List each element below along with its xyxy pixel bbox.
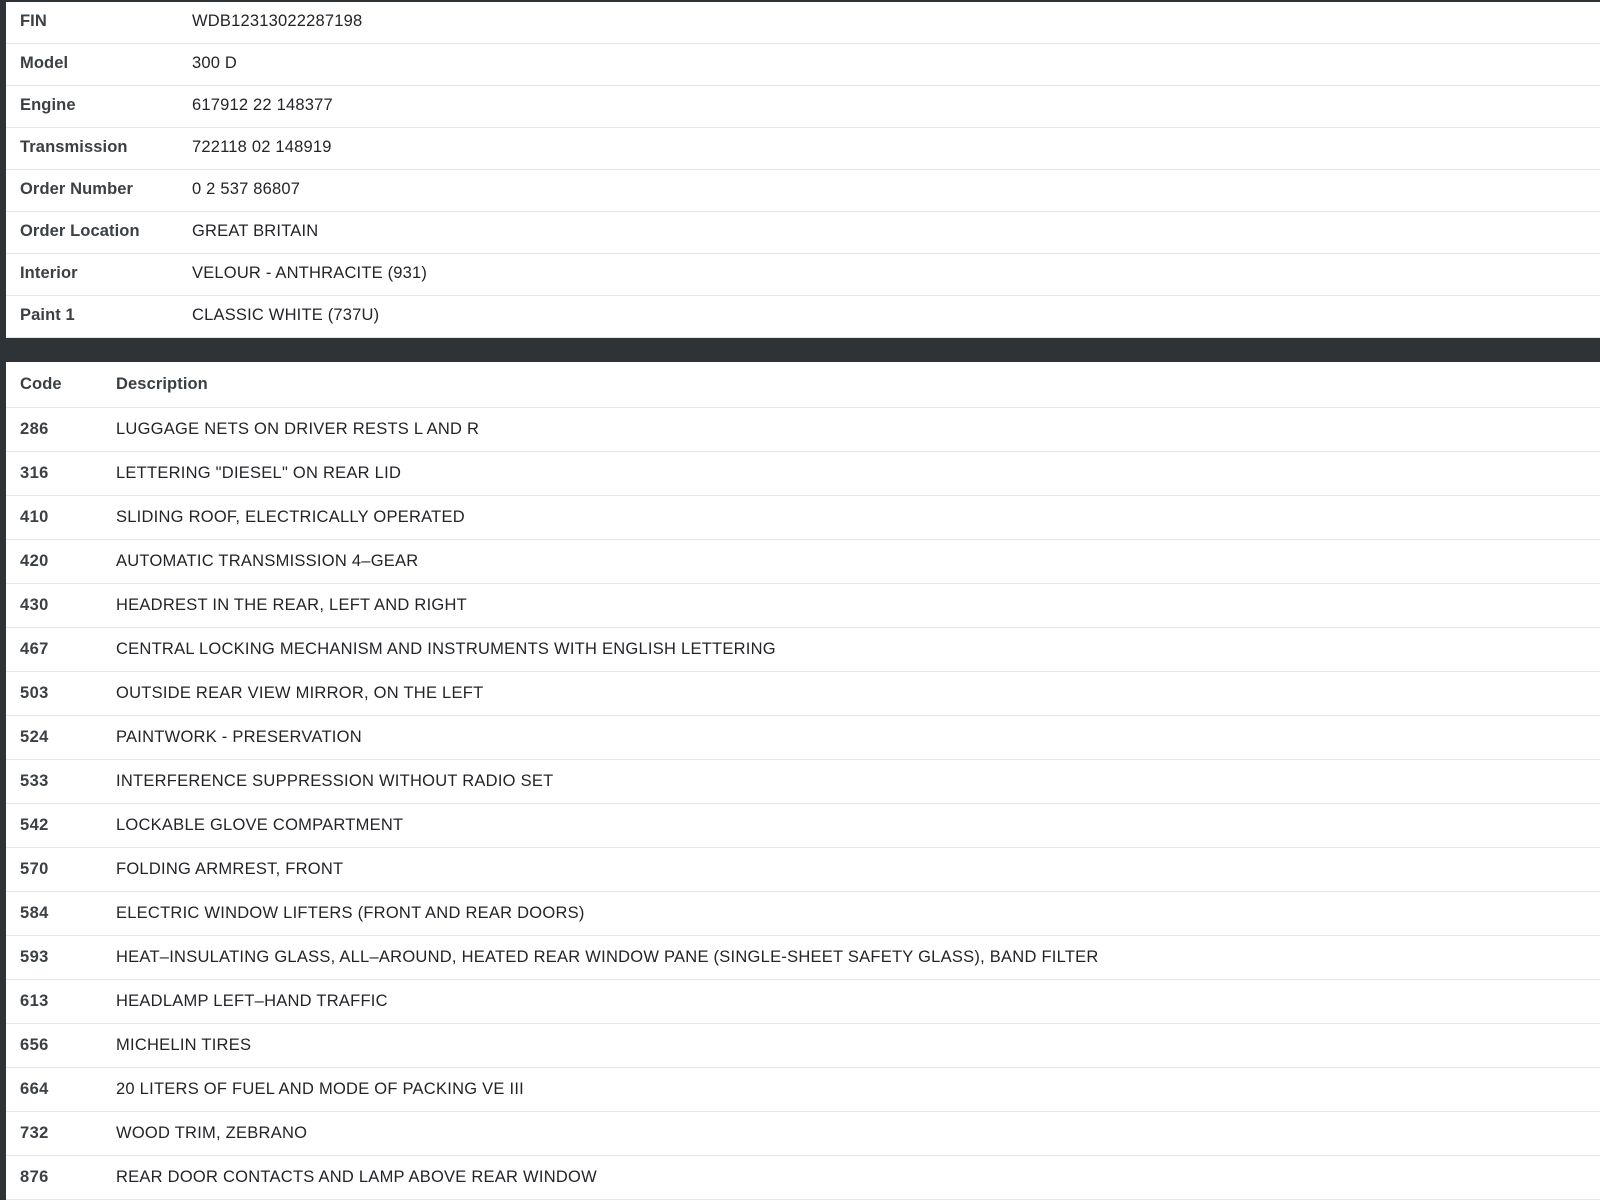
table-row — [0, 979, 1600, 1023]
option-code: 613 — [0, 979, 96, 1023]
option-description: LUGGAGE NETS ON DRIVER RESTS L AND R — [96, 407, 1600, 451]
table-row — [0, 935, 1600, 979]
vehicle-spec-body — [0, 1, 1600, 337]
spec-row-value: CLASSIC WHITE (737U) — [172, 295, 1600, 337]
option-description: PAINTWORK - PRESERVATION — [96, 715, 1600, 759]
table-row — [0, 759, 1600, 803]
spec-row-label: Order Location — [0, 211, 172, 253]
spec-row-label: Order Number — [0, 169, 172, 211]
spec-row-label: Transmission — [0, 127, 172, 169]
option-description: HEAT–INSULATING GLASS, ALL–AROUND, HEATED REAR WINDOW PANE (SINGLE-SHEET SAFETY GLASS), BAND FILTER — [96, 935, 1600, 979]
table-row — [0, 539, 1600, 583]
spec-row-label: Model — [0, 43, 172, 85]
option-codes-header-row — [0, 362, 1600, 408]
option-code: 876 — [0, 1155, 96, 1199]
option-description: REAR DOOR CONTACTS AND LAMP ABOVE REAR WINDOW — [96, 1155, 1600, 1199]
spec-row — [0, 169, 1600, 211]
option-description: MICHELIN TIRES — [96, 1023, 1600, 1067]
left-accent-rail — [0, 0, 6, 1200]
column-header-code: Code — [0, 362, 96, 408]
spec-row — [0, 1, 1600, 43]
spec-row — [0, 43, 1600, 85]
table-row — [0, 583, 1600, 627]
spec-row-value: 722118 02 148919 — [172, 127, 1600, 169]
spec-row — [0, 85, 1600, 127]
option-code: 664 — [0, 1067, 96, 1111]
spec-row-label: Interior — [0, 253, 172, 295]
table-row — [0, 847, 1600, 891]
table-row — [0, 891, 1600, 935]
spec-row — [0, 295, 1600, 337]
table-row — [0, 715, 1600, 759]
option-code: 542 — [0, 803, 96, 847]
table-row — [0, 1023, 1600, 1067]
option-code: 656 — [0, 1023, 96, 1067]
table-row — [0, 627, 1600, 671]
option-description: 20 LITERS OF FUEL AND MODE OF PACKING VE III — [96, 1067, 1600, 1111]
option-code: 316 — [0, 451, 96, 495]
option-code: 570 — [0, 847, 96, 891]
option-description: CENTRAL LOCKING MECHANISM AND INSTRUMENTS WITH ENGLISH LETTERING — [96, 627, 1600, 671]
spec-row — [0, 127, 1600, 169]
option-codes-table — [0, 362, 1600, 1200]
option-code: 410 — [0, 495, 96, 539]
spec-row-value: GREAT BRITAIN — [172, 211, 1600, 253]
table-row — [0, 495, 1600, 539]
option-code: 593 — [0, 935, 96, 979]
option-code: 430 — [0, 583, 96, 627]
option-code: 420 — [0, 539, 96, 583]
option-description: FOLDING ARMREST, FRONT — [96, 847, 1600, 891]
option-description: WOOD TRIM, ZEBRANO — [96, 1111, 1600, 1155]
option-description: OUTSIDE REAR VIEW MIRROR, ON THE LEFT — [96, 671, 1600, 715]
table-row — [0, 1067, 1600, 1111]
option-code: 732 — [0, 1111, 96, 1155]
table-row — [0, 407, 1600, 451]
table-row — [0, 451, 1600, 495]
table-row — [0, 671, 1600, 715]
option-description: HEADLAMP LEFT–HAND TRAFFIC — [96, 979, 1600, 1023]
option-description: LOCKABLE GLOVE COMPARTMENT — [96, 803, 1600, 847]
spec-row-value: 300 D — [172, 43, 1600, 85]
option-description: HEADREST IN THE REAR, LEFT AND RIGHT — [96, 583, 1600, 627]
option-codes-head — [0, 362, 1600, 408]
spec-row — [0, 211, 1600, 253]
option-code: 503 — [0, 671, 96, 715]
option-code: 286 — [0, 407, 96, 451]
option-codes-body — [0, 407, 1600, 1199]
table-row — [0, 803, 1600, 847]
option-description: LETTERING "DIESEL" ON REAR LID — [96, 451, 1600, 495]
option-code: 533 — [0, 759, 96, 803]
spec-row-label: FIN — [0, 1, 172, 43]
section-separator-band — [0, 338, 1600, 362]
table-row — [0, 1155, 1600, 1199]
option-code: 524 — [0, 715, 96, 759]
column-header-description: Description — [96, 362, 1600, 408]
option-description: SLIDING ROOF, ELECTRICALLY OPERATED — [96, 495, 1600, 539]
spec-row-value: 617912 22 148377 — [172, 85, 1600, 127]
spec-row-label: Engine — [0, 85, 172, 127]
spec-row-value: 0 2 537 86807 — [172, 169, 1600, 211]
table-row — [0, 1111, 1600, 1155]
option-code: 584 — [0, 891, 96, 935]
spec-row — [0, 253, 1600, 295]
option-description: AUTOMATIC TRANSMISSION 4–GEAR — [96, 539, 1600, 583]
option-code: 467 — [0, 627, 96, 671]
vehicle-spec-table — [0, 0, 1600, 338]
option-description: ELECTRIC WINDOW LIFTERS (FRONT AND REAR DOORS) — [96, 891, 1600, 935]
spec-row-label: Paint 1 — [0, 295, 172, 337]
spec-row-value: VELOUR - ANTHRACITE (931) — [172, 253, 1600, 295]
option-description: INTERFERENCE SUPPRESSION WITHOUT RADIO SET — [96, 759, 1600, 803]
spec-row-value: WDB12313022287198 — [172, 1, 1600, 43]
